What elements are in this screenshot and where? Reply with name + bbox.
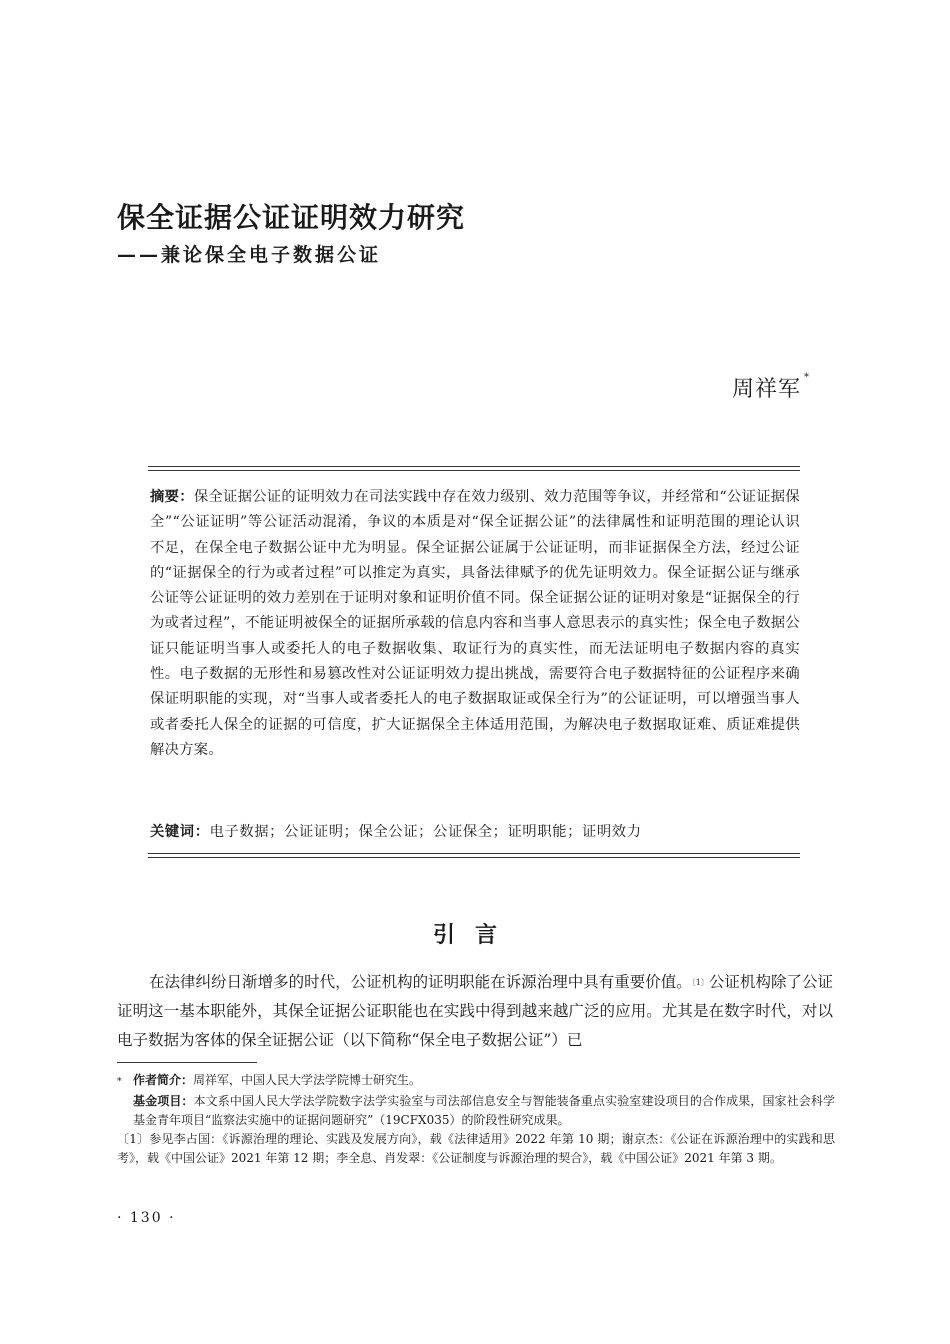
article-subtitle: ——兼论保全电子数据公证 (117, 244, 382, 266)
keywords-label: 关键词： (150, 824, 210, 840)
body-text-part1: 在法律纠纷日渐增多的时代，公证机构的证明职能在诉源治理中具有重要价值。 (149, 973, 692, 991)
footnote-fund-label: 基金项目： (133, 1094, 194, 1108)
footnote-author (117, 1071, 835, 1092)
article-title: 保全证据公证证明效力研究 (117, 201, 466, 234)
footnote-divider (117, 1062, 257, 1063)
footnote-1: 〔1〕参见李占国：《诉源治理的理论、实践及发展方向》，载《法律适用》2022 年第 10 期；谢京杰：《公证在诉源治理中的实践和思考》，载《中国公证》2021 年第 12 期；李全息、肖发翠：《公证制度与诉源治理的契合》，载《中国公证》2021 年第 3 期。 (117, 1132, 835, 1165)
footnote-author-label: 作者简介： (133, 1073, 194, 1087)
footnote-author-text: 周祥军，中国人民大学法学院博士研究生。 (193, 1073, 422, 1087)
footnote-fund-text: 本文系中国人民大学法学院数字法学实验室与司法部信息安全与智能装备重点实验室建设项目的合作成果，国家社会科学基金青年项目“监察法实施中的证据问题研究”（19CFX035）的阶段性研究成果。 (133, 1094, 835, 1127)
body-text-part2: 公证机构除了公证证明这一基本职能外，其保全证据公证职能也在实践中得到越来越广泛的应用。尤其是在数字时代，对以电子数据为客体的保全证据公证（以下简称“保全电子数据公证”）已 (117, 973, 833, 1049)
footnote-author-mark: * (117, 1077, 122, 1087)
page-number: · 130 · (117, 1210, 176, 1226)
abstract-bottom-rule (148, 853, 800, 858)
abstract-label: 摘要： (150, 489, 194, 505)
author-block (732, 372, 810, 403)
section-heading-introduction: 引言 (432, 922, 517, 948)
footnotes (117, 1071, 835, 1168)
footnote-ref-1[interactable]: 〔1〕 (691, 978, 709, 987)
abstract (150, 485, 800, 763)
footnote-fund (117, 1092, 835, 1130)
author-name: 周祥军 (731, 377, 801, 402)
abstract-top-rule (148, 466, 800, 471)
keywords-text: 电子数据；公证证明；保全公证；公证保全；证明职能；证明效力 (209, 824, 642, 840)
keywords (150, 820, 800, 844)
abstract-text: 保全证据公证的证明效力在司法实践中存在效力级别、效力范围等争议，并经常和“公证证据保全”“公证证明”等公证活动混淆，争议的本质是对“保全证据公证”的法律属性和证明范围的理论认识不足，在保全电子数据公证中尤为明显。保全证据公证属于公证证明，而非证据保全方法，经过公证的“证据保全的行为或者过程”可以推定为真实，具备法律赋予的优先证明效力。保全证据公证与继承公证等公证证明的效力差别在于证明对象和证明价值不同。保全证据公证的证明对象是“证据保全的行为或者过程”，不能证明被保全的证据所承载的信息内容和当事人意思表示的真实性；保全电子数据公证只能证明当事人或委托人的电子数据收集、取证行为的真实性，而无法证明电子数据内容的真实性。电子数据的无形性和易篡改性对公证证明效力提出挑战，需要符合电子数据特征的公证程序来确保证明职能的实现，对“当事人或者委托人的电子数据取证或保全行为”的公证证明，可以增强当事人或者委托人保全的证据的可信度，扩大证据保全主体适用范围，为解决电子数据取证难、质证难提供解决方案。 (150, 489, 801, 758)
body-paragraph (117, 968, 833, 1055)
author-footnote-mark[interactable]: * (804, 372, 810, 383)
